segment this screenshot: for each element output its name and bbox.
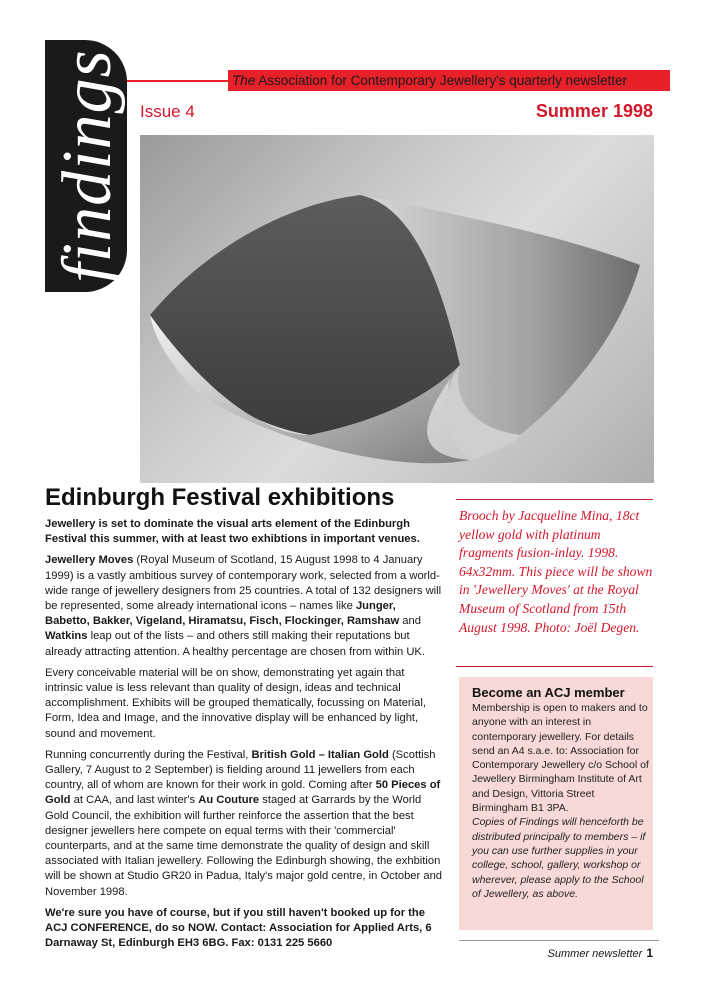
caption-rule-bottom <box>456 666 653 667</box>
tagline-italic: The <box>232 73 256 88</box>
tagline-rule <box>127 80 237 82</box>
tagline <box>232 72 668 90</box>
membership-text <box>472 701 650 901</box>
article-closing: We're sure you have of course, but if you still haven't booked up for the ACJ CONFERENCE, do so NOW. Contact: Association for Applied Arts, 6 Darnaway St, Edinburgh EH3 6BG. Fax: 0131 225 5660 <box>45 906 432 950</box>
article-lead: Jewellery is set to dominate the visual arts element of the Edinburgh Festival this summer, with at least two exhibtions in important venues. <box>45 518 420 546</box>
paragraph-material: Every conceivable material will be on show, demonstrating yet again that intrinsic value is less relevant than quality of design, ideas and technical accomplishment. Exhibits will be grouped thematically, focussing on Material, Form, Idea and Image, and the innovative display will be enhanced by light, sound and movement. <box>45 666 426 740</box>
tagline-text: Association for Contemporary Jewellery's quarterly newsletter <box>258 73 628 88</box>
page-footer <box>548 946 653 960</box>
photo-caption: Brooch by Jacqueline Mina, 18ct yellow gold with platinum fragments fusion-inlay. 1998. 64x32mm. This piece will be shown in 'Jewellery Moves' at the Royal Museum of Scotland from 15th August 1998. Photo: Joël Degen. <box>459 508 653 635</box>
footer-label: Summer newsletter <box>547 948 643 960</box>
issue-number: Issue 4 <box>140 102 195 121</box>
paragraph-british-gold: Running concurrently during the Festival, British Gold – Italian Gold (Scottish Gallery, 7 August to 2 September) is fielding around 11 jewellers from each country, all of whom are known for their work in gold. Coming after 50 Pieces of Gold at CAA, and last winter's Au Couture staged at Garrards by the World Gold Council, the exhibition will further reinforce the assertion that the best designer jewellers here compete on equal terms with their 'commercial' counterparts, and at the same time demonstrate the quality of design and skill associated with Italian jewellery. Following the Edinburgh showing, the exhbition will be shown at Studio GR20 in Padua, Italy's major gold centre, in October and November 1998. <box>45 748 443 898</box>
paragraph-jewellery-moves: Jewellery Moves (Royal Museum of Scotland, 15 August 1998 to 4 January 1999) is a vastly ambitious survey of contemporary work, selected from a world-wide range of jewellery designers from 25 countries. A total of 132 designers will be represented, some already international icons – names like Junger, Babetto, Bakker, Vigeland, Hiramatsu, Fisch, Flockinger, Ramshaw and Watkins leap out of the lists – and others still making their reputations but already attracting attention. A healthy percentage are chosen from within UK. <box>45 554 442 658</box>
brooch-illustration <box>140 135 654 483</box>
membership-note: Copies of Findings will henceforth be distributed principally to members – if you can use further supplies in your college, school, gallery, workshop or wherever, please apply to the School of Jewellery, as above. <box>472 816 646 900</box>
masthead-title: findings <box>49 49 126 283</box>
footer-rule <box>459 940 659 941</box>
caption-rule-top <box>456 499 653 500</box>
article-headline: Edinburgh Festival exhibitions <box>45 484 395 511</box>
membership-title: Become an ACJ member <box>472 685 625 700</box>
issue-date: Summer 1998 <box>535 101 653 121</box>
article-body <box>45 517 443 957</box>
brooch-photo <box>140 135 654 483</box>
page-number: 1 <box>646 946 653 960</box>
membership-details: Membership is open to makers and to anyone with an interest in contemporary jewellery. For details send an A4 s.a.e. to: Association for Contemporary Jewellery c/o School of Jewellery Birmingham Institute of Art and Design, Vittoria Street Birmingham B1 3PA. <box>472 702 649 815</box>
